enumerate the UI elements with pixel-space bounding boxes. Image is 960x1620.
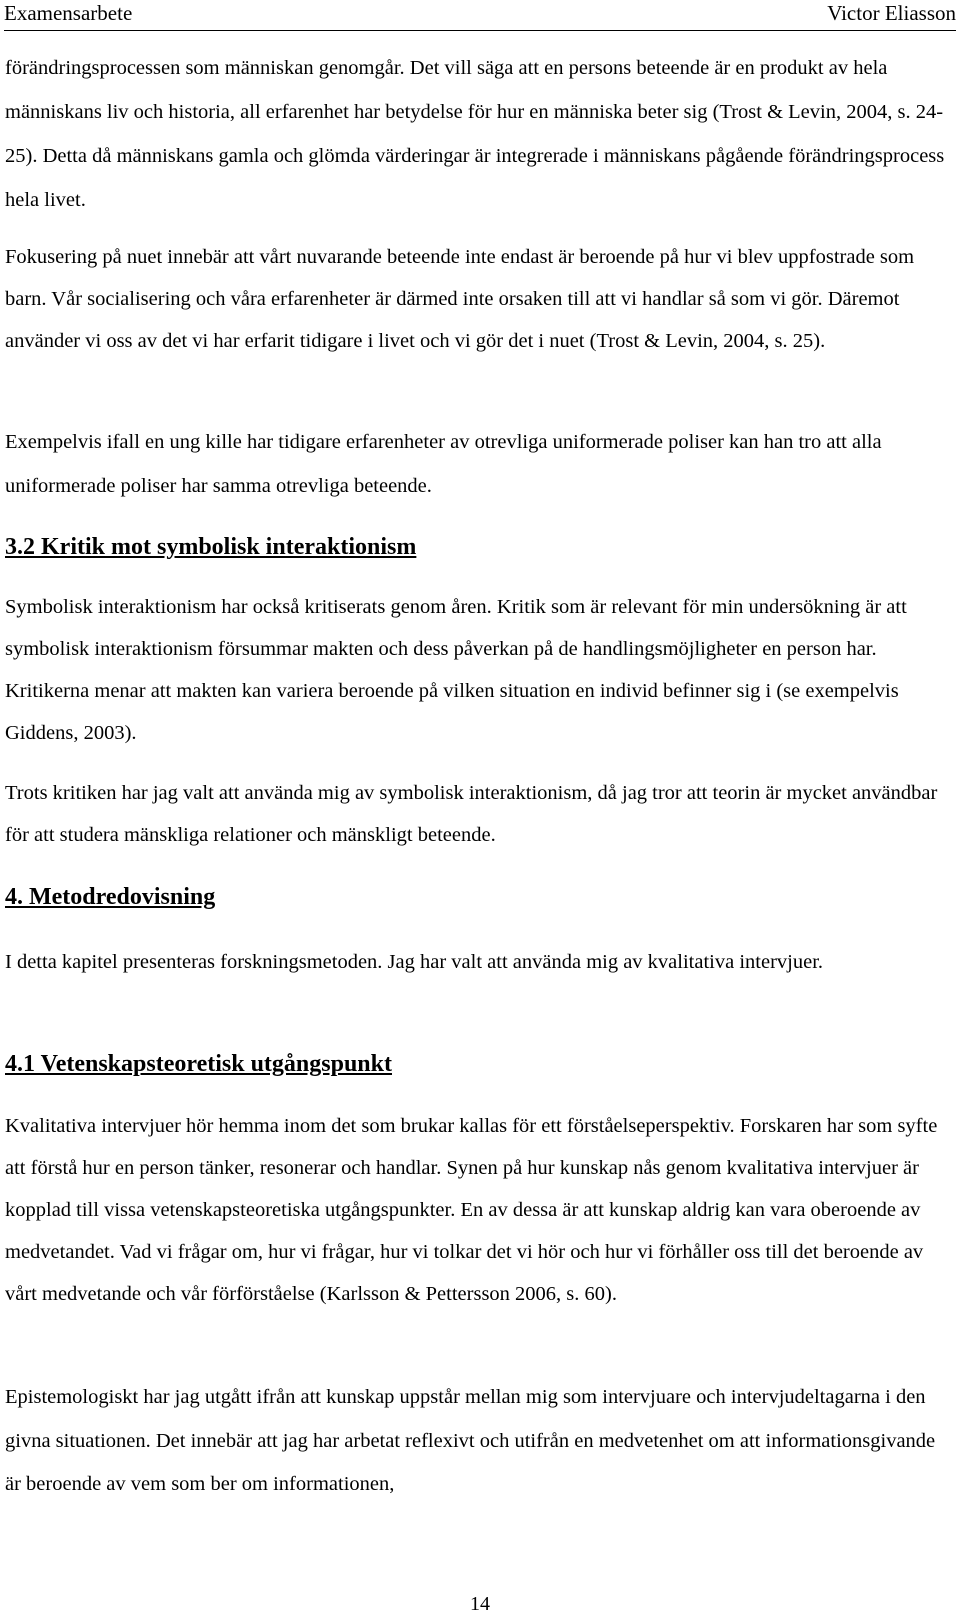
page-header [4,0,956,31]
paragraph-exempelvis: Exempelvis ifall en ung kille har tidigare erfarenheter av otrevliga uniformerade poliser kan han tro att alla uniformerade poliser har samma otrevliga beteende. [5,431,882,497]
heading-4: 4. Metodredovisning [5,884,216,910]
header-title: Examensarbete [4,1,133,25]
paragraph-fokusering: Fokusering på nuet innebär att vårt nuvarande beteende inte endast är beroende på hur vi blev uppfostrade som barn. Vår socialisering och våra erfarenheter är därmed inte orsaken till att vi handlar så som vi gör. Däremot använder vi oss av det vi har erfarit tidigare i livet och vi gör det i nuet (Trost & Levin, 2004, s. 25). [5,246,915,352]
header-author: Victor Eliasson [827,1,956,25]
paragraph-epistemologiskt: Epistemologiskt har jag utgått ifrån att kunskap uppstår mellan mig som intervjuare och intervjudeltagarna i den givna situationen. Det innebär att jag har arbetat reflexivt och utifrån en medvetenhet om att informationsgivande är beroende av vem som ber om informationen, [5,1386,936,1495]
page-number: 14 [470,1593,490,1615]
paragraph-trots-kritiken: Trots kritiken har jag valt att använda mig av symbolisk interaktionism, då jag tror att teorin är mycket användbar för att studera mänskliga relationer och mänskligt beteende. [5,782,938,846]
heading-4-1: 4.1 Vetenskapsteoretisk utgångspunkt [5,1051,392,1077]
paragraph-kapitel: I detta kapitel presenteras forskningsmetoden. Jag har valt att använda mig av kvalitativa intervjuer. [5,951,824,973]
paragraph-kvalitativa: Kvalitativa intervjuer hör hemma inom det som brukar kallas för ett förståelseperspektiv. Forskaren har som syfte att förstå hur en person tänker, resonerar och handlar. Synen på hur kunskap nås genom kvalitativa intervjuer är kopplad till vissa vetenskapsteoretiska utgångspunkter. En av dessa är att kunskap aldrig kan vara oberoende av medvetandet. Vad vi frågar om, hur vi frågar, hur vi tolkar det vi hör och hur vi förhåller oss till det beroende av vårt medvetande och vår förförståelse (Karlsson & Pettersson 2006, s. 60). [5,1115,938,1305]
paragraph-forandringsprocess: förändringsprocessen som människan genomgår. Det vill säga att en persons beteende är en produkt av hela människans liv och historia, all erfarenhet har betydelse för hur en människa beter sig (Trost & Levin, 2004, s. 24-25). Detta då människans gamla och glömda värderingar är integrerade i människans pågående förändringsprocess hela livet. [5,57,945,211]
heading-3-2: 3.2 Kritik mot symbolisk interaktionism [5,534,417,560]
paragraph-kritik: Symbolisk interaktionism har också kritiserats genom åren. Kritik som är relevant för min undersökning är att symbolisk interaktionism försummar makten och dess påverkan på de handlingsmöjligheter en person har. Kritikerna menar att makten kan variera beroende på vilken situation en individ befinner sig i (se exempelvis Giddens, 2003). [5,596,907,744]
